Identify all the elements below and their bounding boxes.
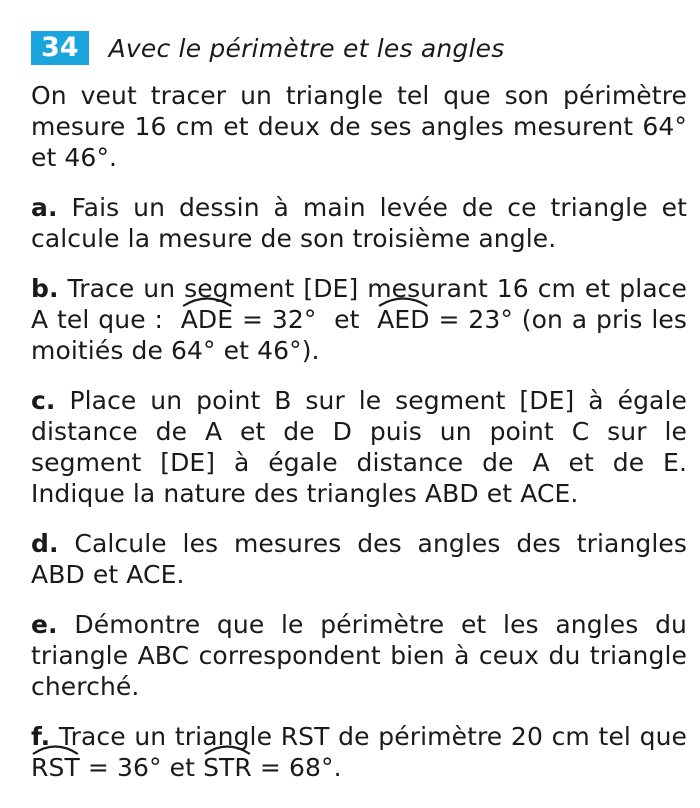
- angle-str-value: = 68°.: [259, 753, 342, 782]
- item-a-label: a.: [31, 193, 58, 222]
- angle-str: [203, 752, 252, 783]
- item-c: [31, 385, 687, 509]
- exercise-header: [31, 30, 687, 66]
- arc-mark-icon: [181, 295, 233, 307]
- item-b-text-after: (on a pris les moitiés de 64° et 46°).: [31, 305, 688, 365]
- item-b-label: b.: [31, 274, 59, 303]
- item-f-label: f.: [31, 722, 51, 751]
- item-b: [31, 273, 687, 366]
- angle-rst-value: = 36°: [87, 753, 162, 782]
- angle-aed: [377, 304, 429, 335]
- item-d: [31, 528, 687, 590]
- item-c-label: c.: [31, 386, 56, 415]
- exercise-number-badge: 34: [31, 31, 89, 65]
- arc-mark-icon: [31, 743, 80, 755]
- angle-aed-label: AED: [377, 305, 430, 334]
- item-b-text-before: Trace un segment [DE] mesurant 16 cm et place A tel que :: [31, 274, 687, 334]
- item-f-text-before: Trace un triangle RST de périmètre 20 cm tel que: [58, 722, 688, 751]
- angle-rst: [31, 752, 80, 783]
- item-d-text: Calcule les mesures des angles des triangles ABD et ACE.: [31, 529, 688, 589]
- arc-mark-icon: [377, 295, 429, 307]
- angle-ade-value: = 32°: [241, 305, 317, 334]
- item-f-connector: et: [169, 753, 196, 782]
- exercise-title: Avec le périmètre et les angles: [108, 33, 505, 63]
- angle-aed-value: = 23°: [438, 305, 513, 334]
- item-c-text: Place un point B sur le segment [DE] à égale distance de A et de D puis un point C sur le segment [DE] à égale distance de A et de E. Indique la nature des triangles ABD et ACE.: [31, 386, 688, 508]
- angle-ade: [181, 304, 233, 335]
- item-e-text: Démontre que le périmètre et les angles du triangle ABC correspondent bien à ceux du triangle cherché.: [31, 610, 687, 701]
- item-d-label: d.: [31, 529, 59, 558]
- exercise-intro: On veut tracer un triangle tel que son périmètre mesure 16 cm et deux de ses angles mesurent 64° et 46°.: [31, 81, 687, 172]
- arc-mark-icon: [203, 743, 252, 755]
- angle-ade-label: ADE: [180, 305, 234, 334]
- item-e-label: e.: [31, 610, 58, 639]
- angle-rst-label: RST: [31, 753, 80, 782]
- item-b-connector: et: [334, 305, 360, 334]
- item-f: [31, 721, 687, 783]
- item-a: [31, 192, 687, 254]
- angle-str-label: STR: [203, 753, 252, 782]
- item-e: [31, 609, 687, 702]
- item-a-text: Fais un dessin à main levée de ce triangle et calcule la mesure de son troisième angle.: [31, 193, 687, 253]
